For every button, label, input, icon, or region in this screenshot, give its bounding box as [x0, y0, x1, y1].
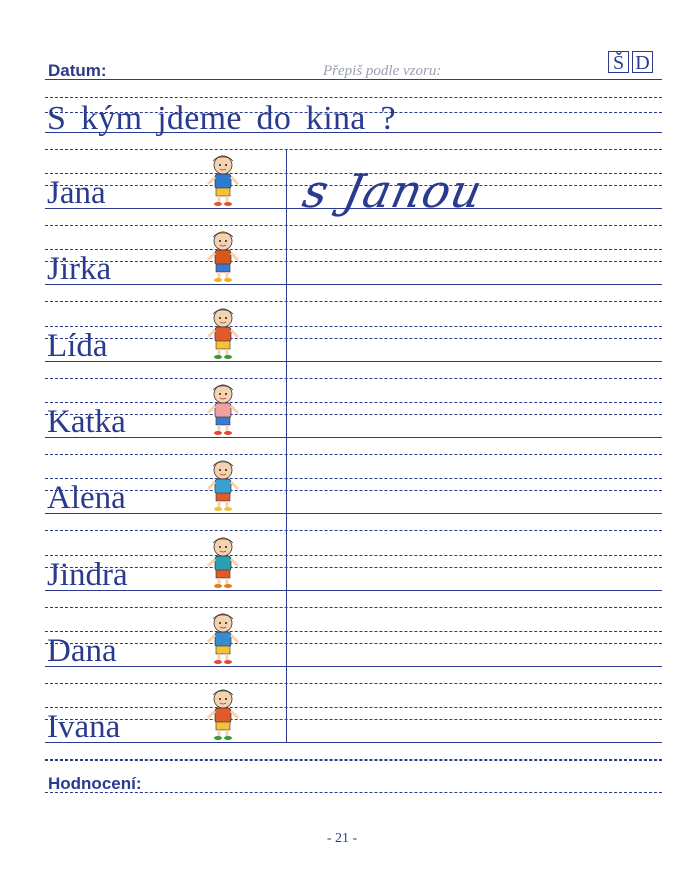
- girl-with-hat-icon: [200, 151, 246, 207]
- name-label: Dana: [47, 632, 117, 669]
- footer-guide: [45, 760, 662, 761]
- girl-reading-book-icon: [200, 685, 246, 741]
- row-guide-line: [45, 454, 662, 455]
- row-guide-line: [45, 643, 662, 644]
- row-guide-line: [45, 361, 662, 362]
- boy-standing-icon: [200, 533, 246, 589]
- row-guide-line: [45, 414, 662, 415]
- name-label: Jana: [47, 175, 106, 211]
- row-guide-line: [45, 378, 662, 379]
- evaluation-label: Hodnocení:: [48, 774, 142, 793]
- row-guide-line: [45, 666, 662, 667]
- boy-with-cap-icon: [200, 227, 246, 283]
- name-label: Ivana: [47, 709, 121, 746]
- page-title: S kým jdeme do kina ?: [47, 100, 396, 137]
- name-label: Lída: [47, 327, 108, 364]
- title-guide-top: [45, 97, 662, 98]
- row-guide-line: [45, 301, 662, 302]
- instruction-text: Přepiš podle vzoru:: [323, 63, 442, 79]
- name-label: Jirka: [47, 251, 112, 288]
- row-guide-line: [45, 402, 662, 403]
- row-guide-line: [45, 683, 662, 684]
- row-guide-line: [45, 478, 662, 479]
- row-guide-line: [45, 567, 662, 568]
- row-guide-line: [45, 707, 662, 708]
- row-guide-line: [45, 607, 662, 608]
- row-guide-line: [45, 590, 662, 591]
- row-guide-line: [45, 719, 662, 720]
- name-label: Katka: [47, 403, 126, 440]
- name-label: Alena: [47, 480, 126, 517]
- girl-with-cap-icon: [200, 609, 246, 665]
- row-guide-line: [45, 555, 662, 556]
- box-d: D: [632, 51, 653, 73]
- girl-with-flower-icon: [200, 380, 246, 436]
- girl-with-pigtails-icon: [200, 456, 246, 512]
- date-label: Datum:: [48, 61, 107, 80]
- row-guide-line: [45, 338, 662, 339]
- name-label: Jindra: [47, 556, 128, 593]
- page-number: - 21 -: [326, 831, 358, 846]
- header-line: [45, 79, 662, 80]
- row-guide-line: [45, 530, 662, 531]
- girl-with-ball-icon: [200, 304, 246, 360]
- row-guide-line: [45, 284, 662, 285]
- box-s: Š: [608, 51, 629, 73]
- row-guide-line: [45, 261, 662, 262]
- footer-line: [45, 792, 662, 793]
- row-guide-line: [45, 490, 662, 491]
- title-baseline: [45, 132, 662, 133]
- row-guide-line: [45, 225, 662, 226]
- title-guide-bottom: [45, 149, 662, 150]
- column-divider: [286, 149, 287, 743]
- row-guide-line: [45, 742, 662, 743]
- row-guide-line: [45, 437, 662, 438]
- row-guide-line: [45, 513, 662, 514]
- example-cursive: s Janou: [298, 164, 488, 218]
- row-guide-line: [45, 326, 662, 327]
- row-guide-line: [45, 249, 662, 250]
- row-guide-line: [45, 631, 662, 632]
